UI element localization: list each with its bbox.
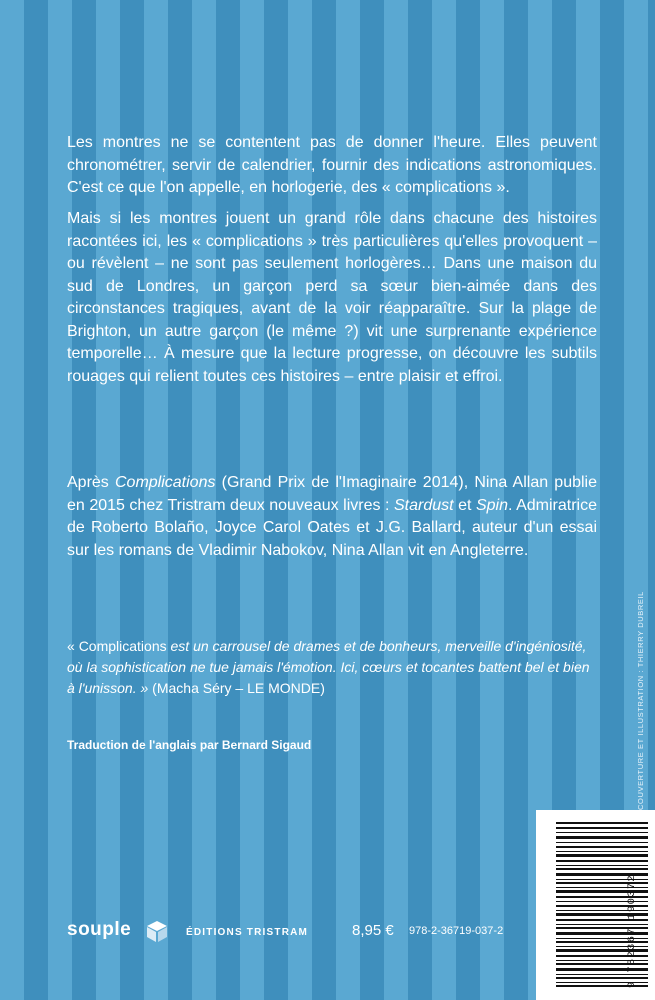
isbn: 978-2-36719-037-2 [409,925,504,937]
quote-source: (Macha Séry – LE MONDE) [148,680,325,696]
blurb-paragraph-2 [67,208,597,400]
bio-part-3: et [453,496,476,514]
bio-title-stardust: Stardust [394,496,454,514]
bio-part-4: . Admiratrice de Roberto Bolaño, Joyce Carol Oates et J.G. Ballard, auteur d'un essai sur les romans de Vladimir Nabokov, Nina Allan vit en Angleterre. [67,496,598,559]
quote-open: « [67,638,79,654]
author-bio-text [67,472,597,562]
collection-logo: souple [67,919,132,940]
press-quote-text [67,636,597,699]
price: 8,95 € [352,922,394,939]
blurb-paragraph-1 [67,132,597,212]
translation-credit: Traduction de l'anglais par Bernard Sigaud [67,738,312,752]
bio-part-2: (Grand Prix de l'Imaginaire 2014), Nina Allan publie en 2015 chez Tristram deux nouveaux livres : [67,474,597,514]
cube-logo-icon [144,918,170,944]
publisher-name: ÉDITIONS TRISTRAM [186,927,309,938]
cover-illustration-credit: COUVERTURE ET ILLUSTRATION : THIERRY DUBREIL [636,591,645,810]
quote-book-title: Complications [78,638,167,654]
barcode-digits: 9 782367 190372 [626,873,638,988]
bio-title-complications: Complications [114,474,216,491]
bio-part-1: Après [67,474,115,491]
quote-body: est un carrousel de drames et de bonheurs, merveille d'ingéniosité, où la sophistication ne tue jamais l'émotion. Ici, cœurs et tocantes battent bel et bien à l'unisson. » [67,638,590,696]
blurb-text-2: Mais si les montres jouent un grand rôle dans chacune des histoires racontées ici, les « complications » très particulières qu'elles provoquent – ou révèlent – ne sont pas seulement horlogères… Dans une maison du sud de Londres, un garçon perd sa sœur bien-aimée dans des circonstances tragiques, avant de la voir réapparaître. Sur la plage de Brighton, un autre garçon (le même ?) vit une surprenante expérience temporelle… À mesure que la lecture progresse, on découvre les subtils rouages qui relient toutes ces histoires – entre plaisir et effroi. [67,210,597,385]
press-quote [67,636,597,699]
bio-title-spin: Spin [475,496,509,514]
author-bio [67,472,597,562]
blurb-text-1: Les montres ne se contentent pas de donner l'heure. Elles peuvent chronométrer, servir de calendrier, fournir des indications astronomiques. C'est ce que l'on appelle, en horlogerie, des « complications ». [67,134,597,196]
